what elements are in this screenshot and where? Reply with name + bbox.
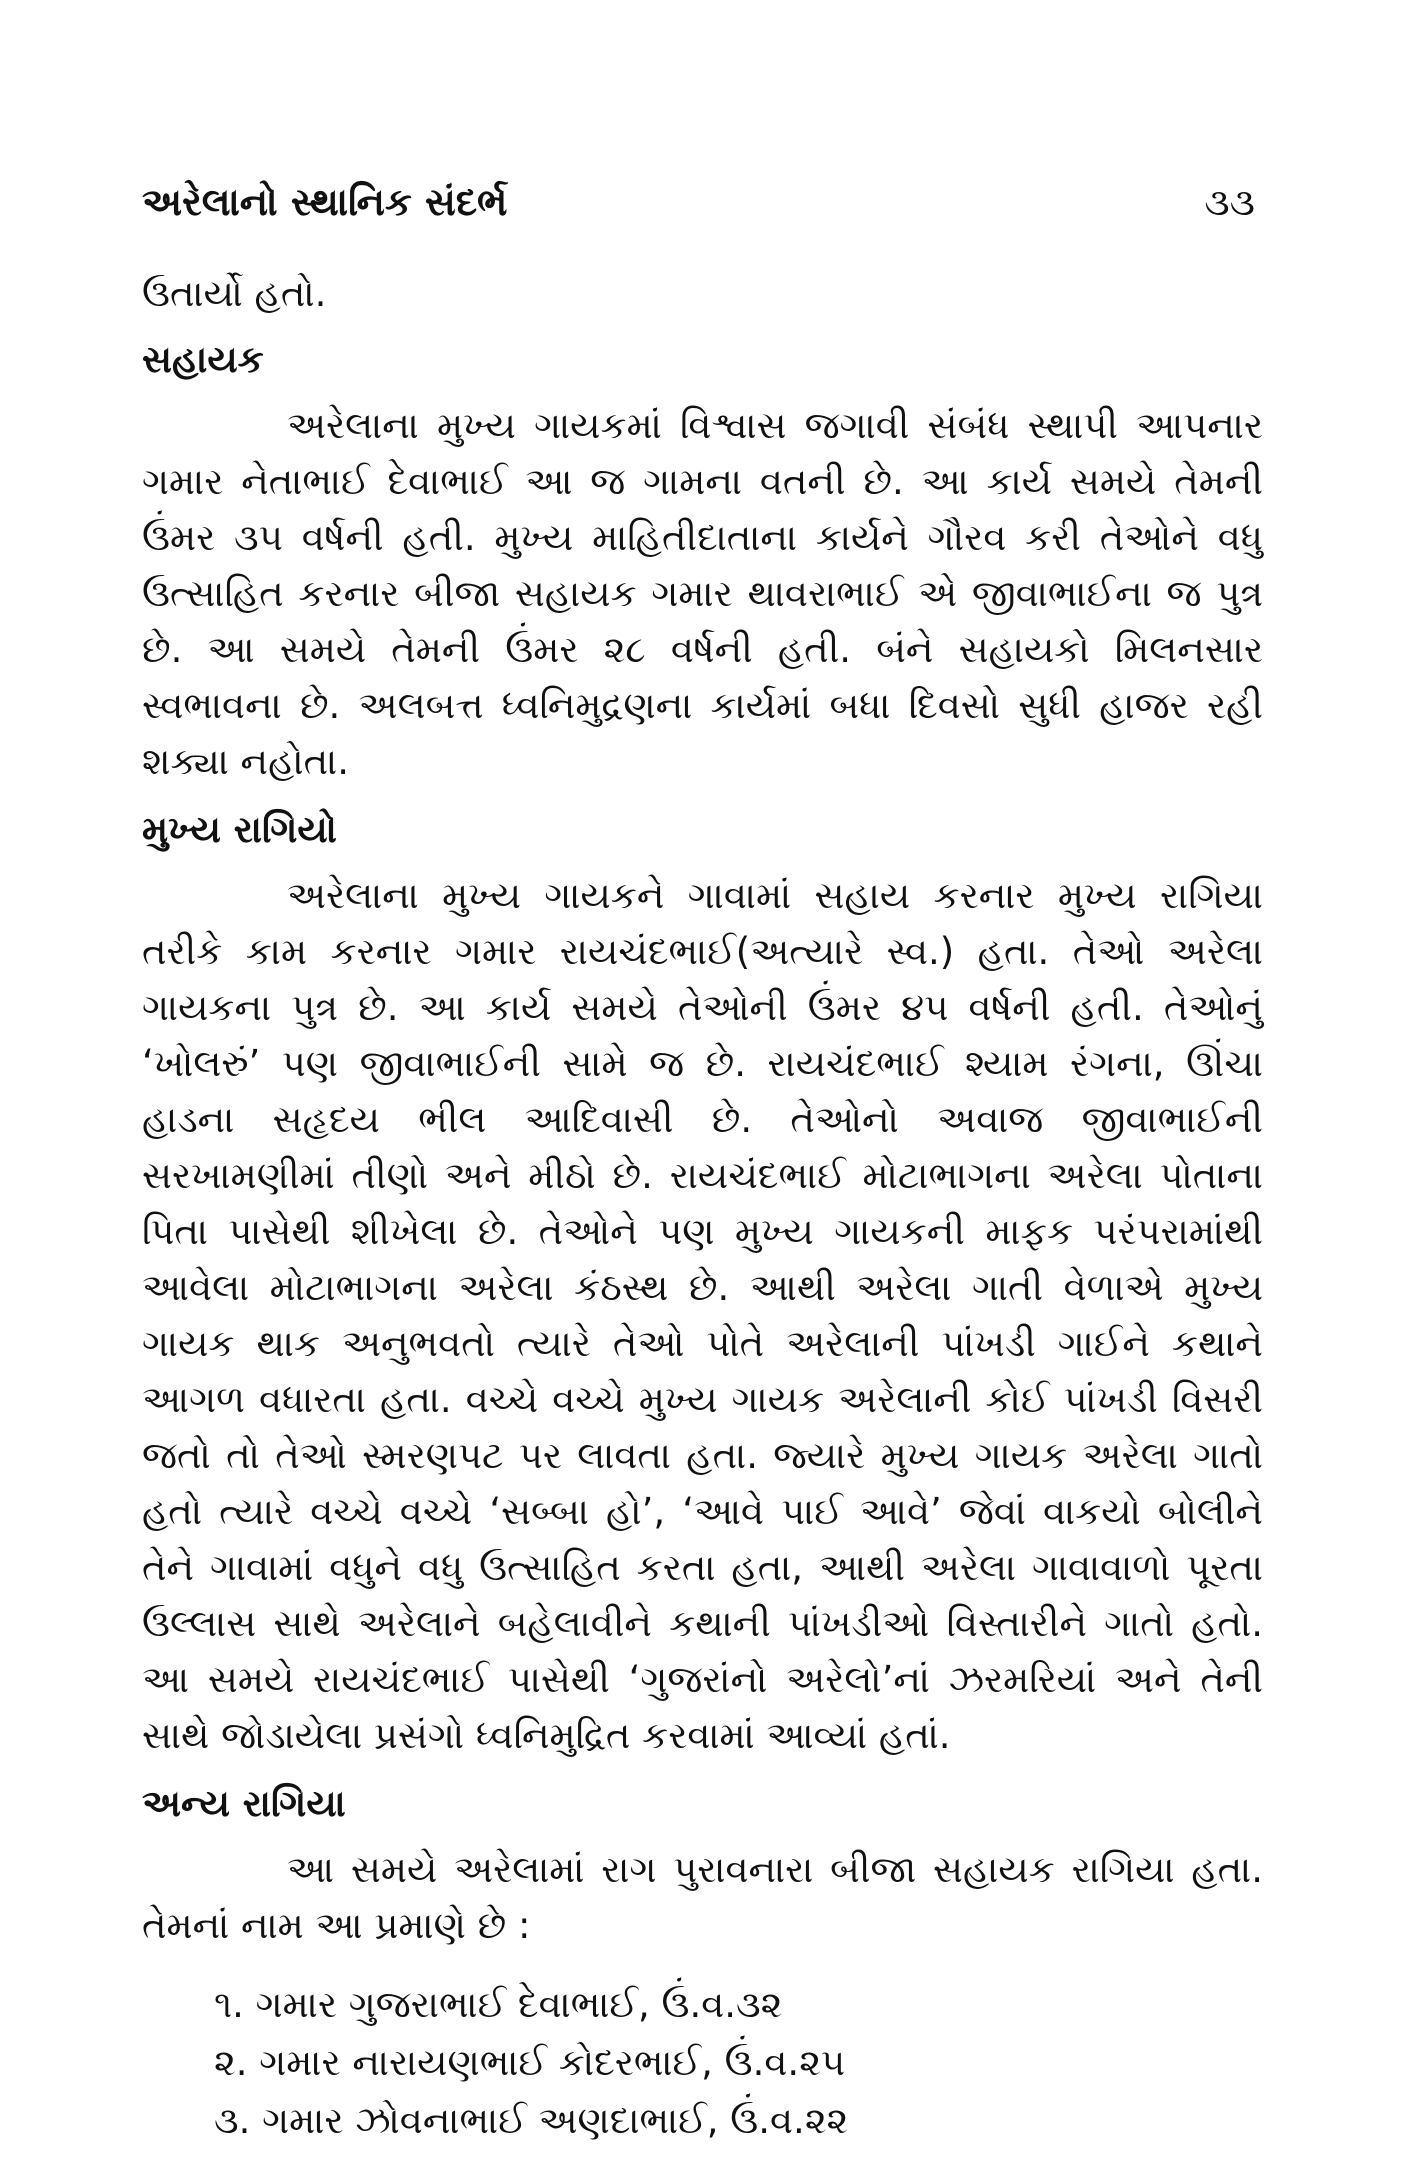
list-item: ૧. ગમાર ગુજરાભાઈ દેવાભાઈ, ઉં.વ.૩૨ <box>214 1983 783 2026</box>
paragraph: અરેલાના મુખ્ય ગાયકમાં વિશ્વાસ જગાવી સંબંધ સ્થાપી આપનાર ગમાર નેતાભાઈ દેવાભાઈ આ જ ગામના વતની છે. આ કાર્ય સમયે તેમની ઉંમર ૩૫ વર્ષની હતી. મુખ્ય માહિતીદાતાના કાર્યને ગૌરવ કરી તેઓને વધુ ઉત્સાહિત કરનાર બીજા સહાયક ગમાર થાવરાભાઈ એ જીવાભાઈના જ પુત્ર છે. આ સમયે તેમની ઉંમર ૨૮ વર્ષની હતી. બંને સહાયકો મિલનસાર સ્વભાવના છે. અલબત્ત ધ્વનિમુદ્રણના કાર્યમાં બધા દિવસો સુધી હાજર રહી શક્યા નહોતા. <box>142 404 1263 783</box>
section-sahayak <box>142 332 1263 790</box>
section-heading: મુખ્ય રાગિયો <box>142 808 337 851</box>
paragraph: આ સમયે અરેલામાં રાગ પુરાવનારા બીજા સહાયક રાગિયા હતા. તેમનાં નામ આ પ્રમાણે છે : <box>142 1848 1263 1947</box>
list-item: ૨. ગમાર નારાયણભાઈ કોદરભાઈ, ઉં.વ.૨૫ <box>214 2041 846 2084</box>
running-header <box>142 180 1263 260</box>
section-heading: સહાયક <box>142 338 264 381</box>
page-number: ૩૩ <box>1204 180 1255 224</box>
section-heading: અન્ય રાગિયા <box>142 1782 346 1825</box>
continuation-line: ઉતાર્યો હતો. <box>142 272 327 315</box>
section-anya-ragiya <box>142 1776 1263 2150</box>
ragiya-list <box>142 1976 1263 2150</box>
running-title: અરેલાનો સ્થાનિક સંદર્ભ <box>142 180 508 224</box>
paragraph: અરેલાના મુખ્ય ગાયકને ગાવામાં સહાય કરનાર મુખ્ય રાગિયા તરીકે કામ કરનાર ગમાર રાયચંદભાઈ(અત્યારે સ્વ.) હતા. તેઓ અરેલા ગાયકના પુત્ર છે. આ કાર્ય સમયે તેઓની ઉંમર ૪૫ વર્ષની હતી. તેઓનું ‘ખોલરું’ પણ જીવાભાઈની સામે જ છે. રાયચંદભાઈ શ્યામ રંગના, ઊંચા હાડના સહૃદય ભીલ આદિવાસી છે. તેઓનો અવાજ જીવાભાઈની સરખામણીમાં તીણો અને મીઠો છે. રાયચંદભાઈ મોટાભાગના અરેલા પોતાના પિતા પાસેથી શીખેલા છે. તેઓને પણ મુખ્ય ગાયકની માફક પરંપરામાંથી આવેલા મોટાભાગના અરેલા કંઠસ્થ છે. આથી અરેલા ગાતી વેળાએ મુખ્ય ગાયક થાક અનુભવતો ત્યારે તેઓ પોતે અરેલાની પાંખડી ગાઈને કથાને આગળ વધારતા હતા. વચ્ચે વચ્ચે મુખ્ય ગાયક અરેલાની કોઈ પાંખડી વિસરી જતો તો તેઓ સ્મરણપટ પર લાવતા હતા. જ્યારે મુખ્ય ગાયક અરેલા ગાતો હતો ત્યારે વચ્ચે વચ્ચે ‘સબ્બા હો’, ‘આવે પાઈ આવે’ જેવાં વાકયો બોલીને તેને ગાવામાં વધુને વધુ ઉત્સાહિત કરતા હતા, આથી અરેલા ગાવાવાળો પૂરતા ઉલ્લાસ સાથે અરેલાને બહેલાવીને કથાની પાંખડીઓ વિસ્તારીને ગાતો હતો. આ સમયે રાયચંદભાઈ પાસેથી ‘ગુજરાંનો અરેલો’નાં ઝરમરિયાં અને તેની સાથે જોડાયેલા પ્રસંગો ધ્વનિમુદ્રિત કરવામાં આવ્યાં હતાં. <box>142 874 1264 1757</box>
list-item: ૩. ગમાર ઝોવનાભાઈ અણદાભાઈ, ઉં.વ.૨૨ <box>214 2099 849 2142</box>
section-mukhya-ragiyo <box>142 802 1263 1764</box>
